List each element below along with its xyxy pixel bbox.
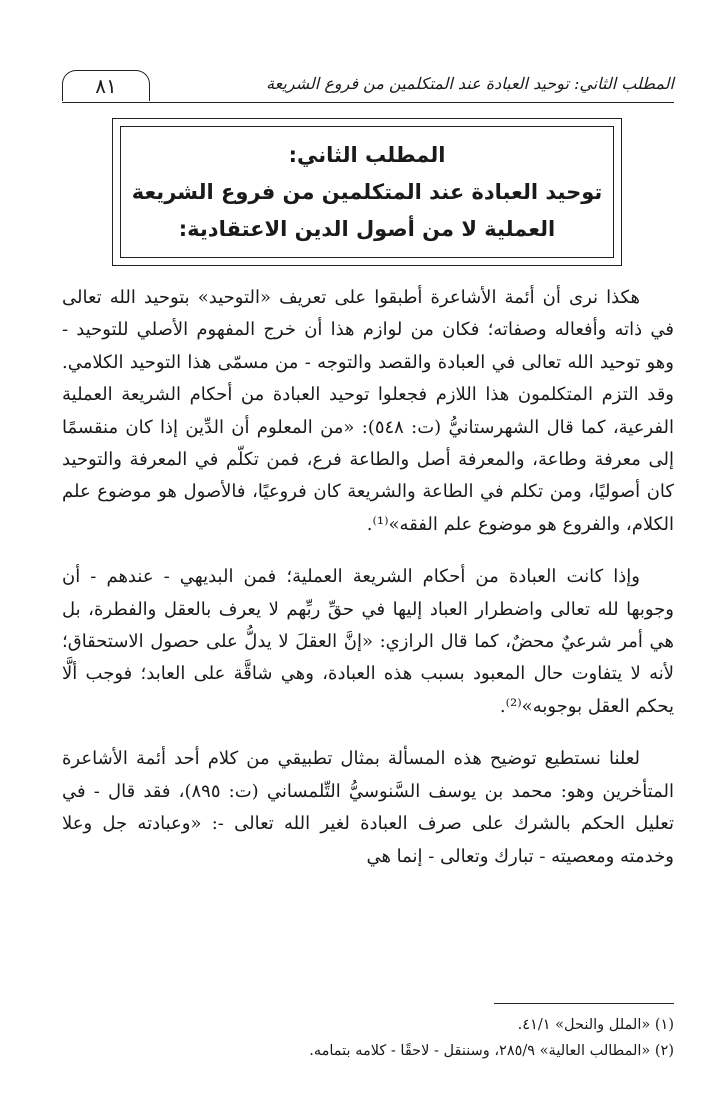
heading-line-3: العملية لا من أصول الدين الاعتقادية: xyxy=(178,217,556,241)
section-heading-box xyxy=(120,126,614,258)
header-rule xyxy=(62,102,674,103)
heading-line-1: المطلب الثاني: xyxy=(288,143,446,167)
running-header xyxy=(62,68,674,110)
body-paragraph-1: هكذا نرى أن أئمة الأشاعرة أطبقوا على تعريف «التوحيد» بتوحيد الله تعالى في ذاته وأفعاله وصفاته؛ فكان من لوازم هذا أن خرج المفهوم الأصلي للتوحيد - وهو توحيد الله تعالى في العبادة والقصد والتوجه - من مسمّى هذا التوحيد الكلامي. وقد التزم المتكلمون هذا اللازم فجعلوا توحيد العبادة من أحكام الشريعة العملية الفرعية، كما قال الشهرستانيُّ (ت: ٥٤٨): «من المعلوم أن الدِّين إذا كان منقسمًا إلى معرفة وطاعة، والمعرفة أصل والطاعة فرع، فمن تكلّم في المعرفة والتوحيد كان أصوليًا، ومن تكلم في الطاعة والشريعة كان فروعيًا، فالأصول هو موضوع علم الكلام، والفروع هو موضوع علم الفقه»⁽¹⁾. xyxy=(62,287,674,535)
body-paragraph-3: لعلنا نستطيع توضيح هذه المسألة بمثال تطبيقي من كلام أحد أئمة الأشاعرة المتأخرين وهو: محمد بن يوسف السَّنوسيُّ التِّلمساني (ت: ٨٩٥)، فقد قال - في تعليل الحكم بالشرك على صرف العبادة لغير الله تعالى -: «وعبادته جل وعلا وخدمته ومعصيته - تبارك وتعالى - إنما هي xyxy=(62,748,675,867)
footnote-rule xyxy=(494,1003,674,1004)
body-paragraph-2: وإذا كانت العبادة من أحكام الشريعة العملية؛ فمن البديهي - عندهم - أن وجوبها لله تعالى واضطرار العباد إليها في حقِّ ربِّهم لا يعرف بالعقل والفطرة، بل هي أمر شرعيٌ محضٌ، كما قال الرازي: «إنَّ العقلَ لا يدلُّ على حصول الاستحقاق؛ لأنه لا يتفاوت حال المعبود بسبب هذه العبادة، وهي شاقَّة على العابد؛ فوجب ألَّا يحكم العقل بوجوبه»⁽²⁾. xyxy=(62,566,674,717)
running-title: المطلب الثاني: توحيد العبادة عند المتكلمين من فروع الشريعة xyxy=(266,74,674,93)
page-number: ٨١ xyxy=(62,70,150,101)
heading-line-2: توحيد العبادة عند المتكلمين من فروع الشريعة xyxy=(131,180,603,204)
footnote-2: (٢) «المطالب العالية» ٢٨٥/٩، وسننقل - لاحقًا - كلامه بتمامه. xyxy=(309,1043,674,1059)
body-text xyxy=(62,282,674,893)
footnotes xyxy=(62,1012,674,1064)
footnote-1: (١) «الملل والنحل» ٤١/١. xyxy=(517,1017,674,1033)
